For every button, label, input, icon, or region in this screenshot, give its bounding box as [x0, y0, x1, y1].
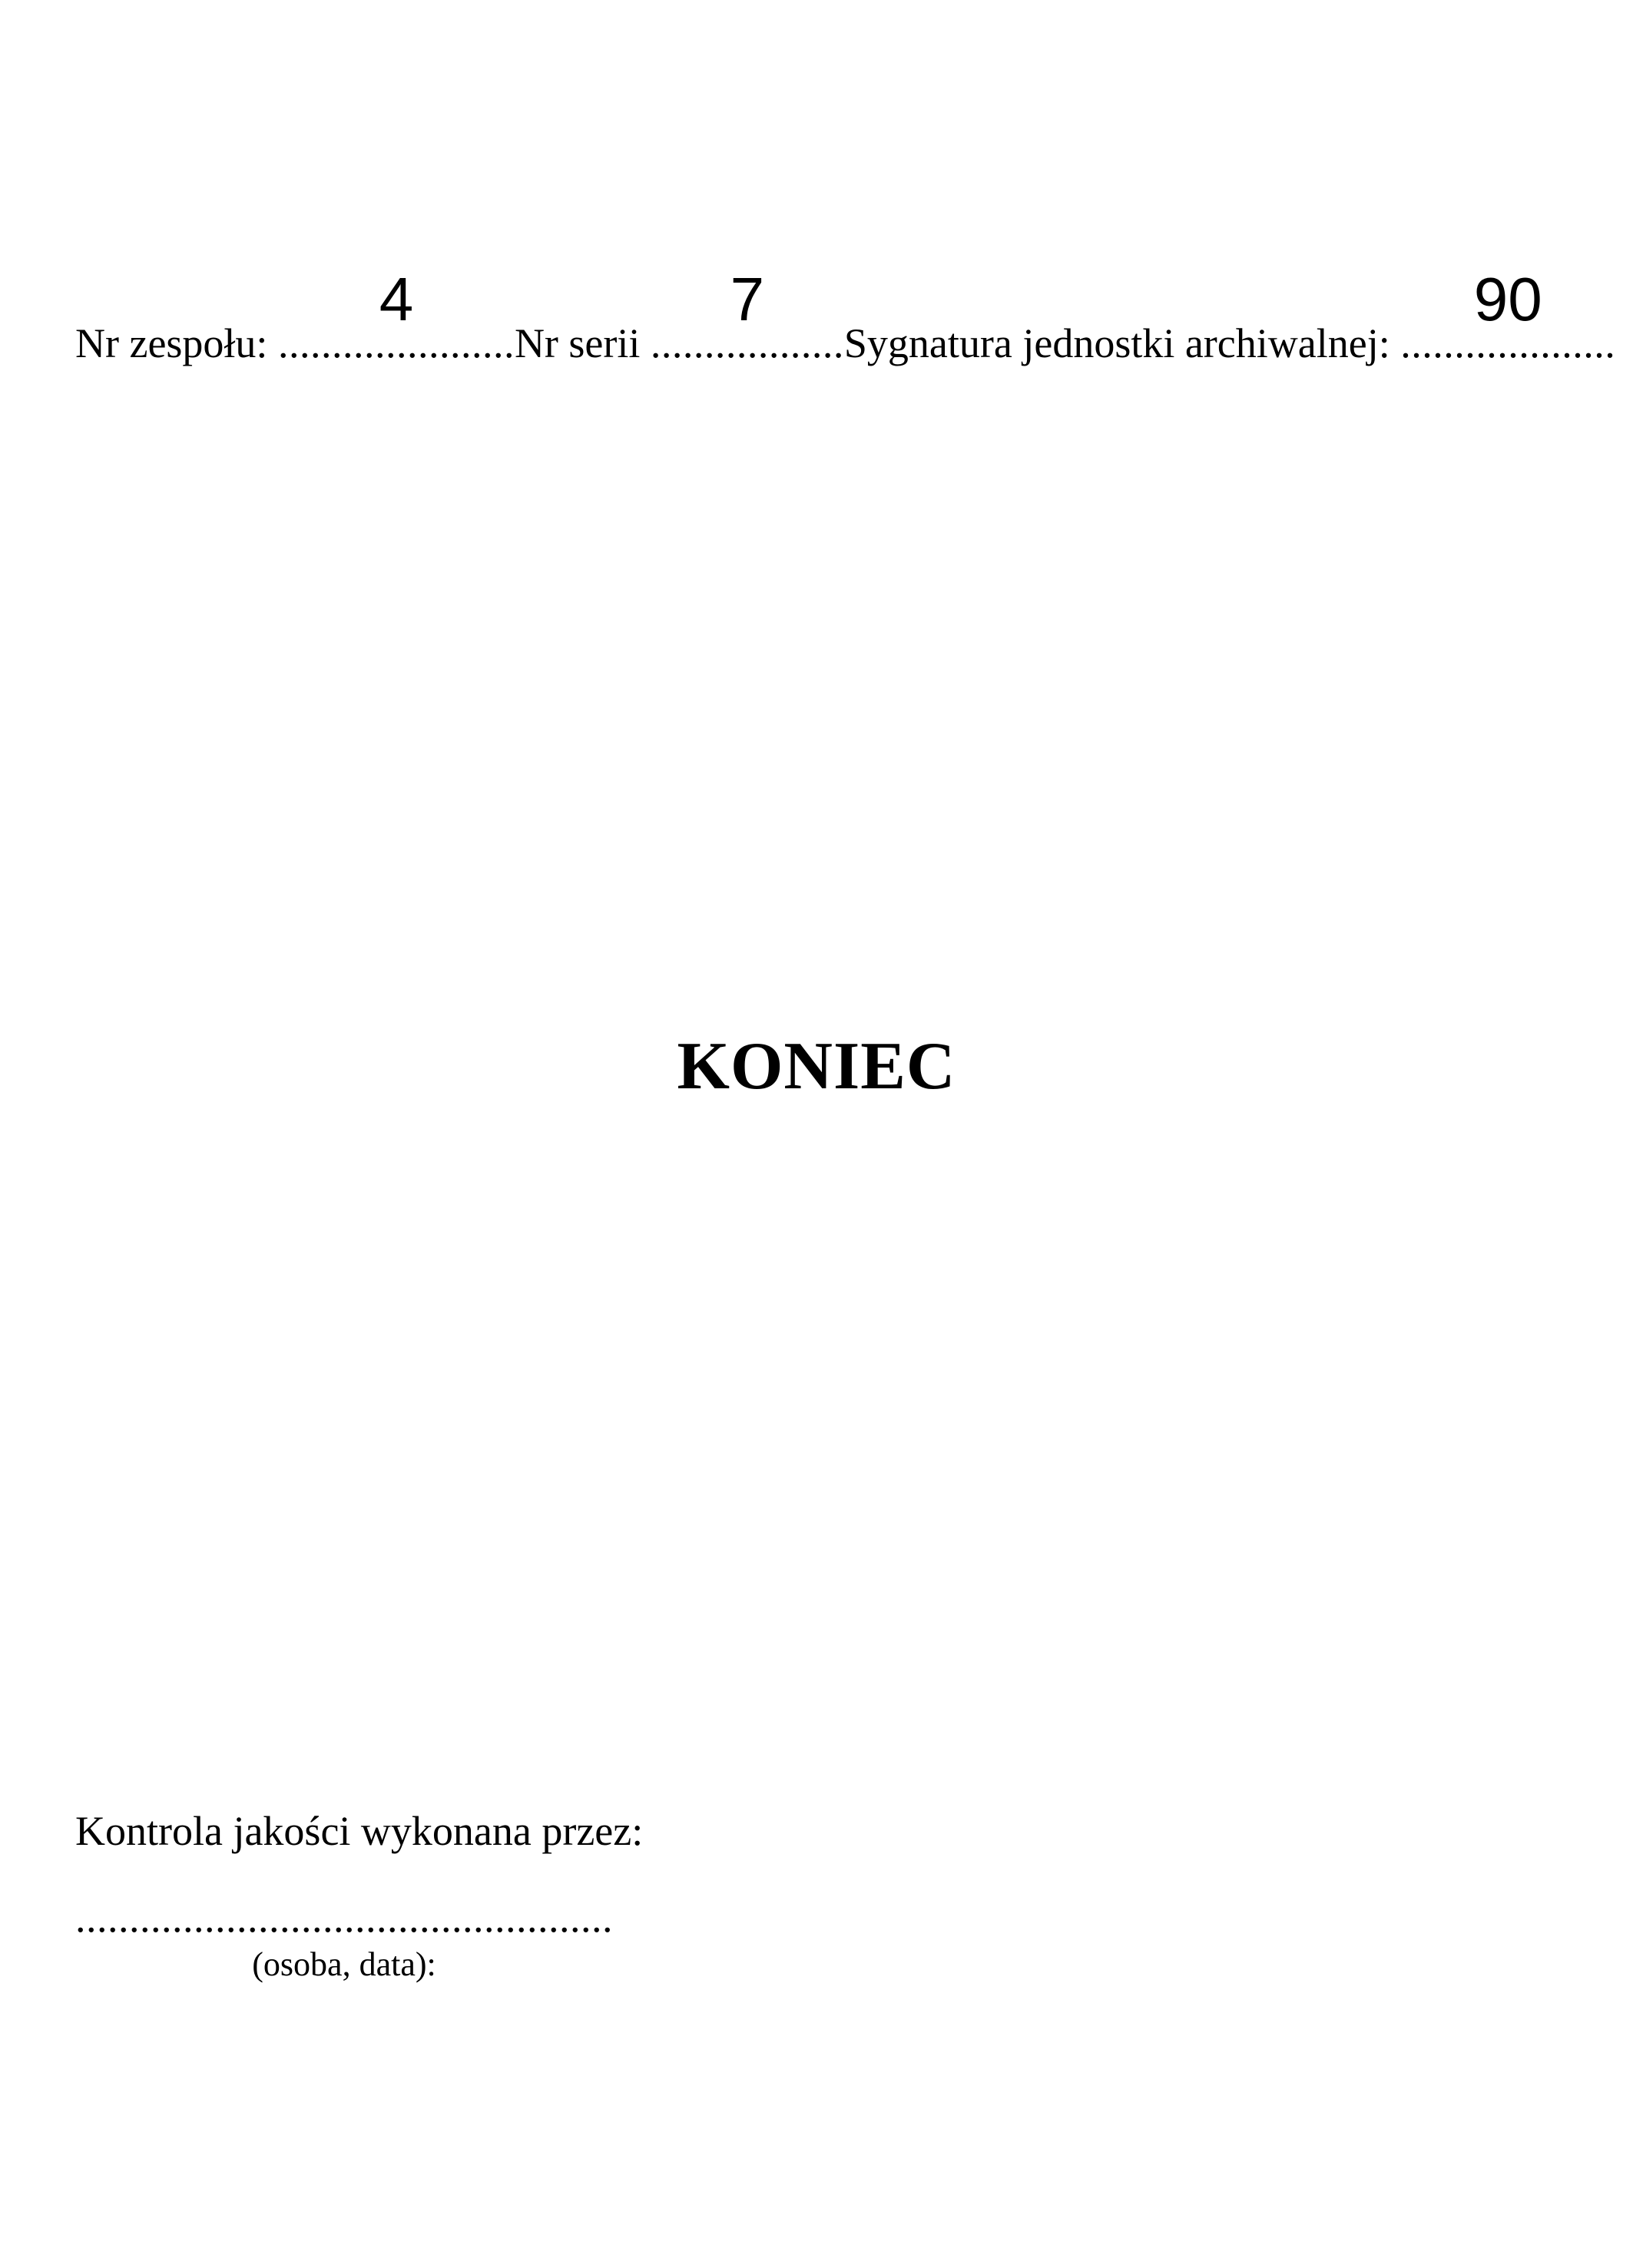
- sygnatura-field: [1400, 264, 1616, 369]
- sygnatura-value: 90: [1473, 264, 1542, 333]
- sygnatura-label: Sygnatura jednostki archiwalnej:: [843, 320, 1401, 366]
- nr-zespolu-value: 4: [379, 264, 414, 333]
- quality-control-section: [75, 1806, 643, 1986]
- nr-serii-label: Nr serii: [514, 320, 651, 366]
- nr-serii-field: [650, 264, 844, 369]
- signature-dotted-line: ..................................................: [75, 1894, 613, 1941]
- nr-zespolu-label: Nr zespołu:: [75, 320, 278, 366]
- nr-serii-dotted-line: ..................: [650, 320, 844, 366]
- quality-control-label: Kontrola jakości wykonana przez:: [75, 1808, 644, 1854]
- end-marker-title: KONIEC: [677, 1029, 956, 1104]
- archival-reference-line: [75, 264, 1616, 369]
- nr-serii-value: 7: [730, 264, 765, 333]
- signature-area: [75, 1893, 613, 1985]
- nr-zespolu-dotted-line: ......................: [277, 320, 515, 366]
- signature-caption: (osoba, data):: [252, 1945, 436, 1983]
- sygnatura-dotted-line: ....................: [1400, 320, 1616, 366]
- nr-zespolu-field: [277, 264, 515, 369]
